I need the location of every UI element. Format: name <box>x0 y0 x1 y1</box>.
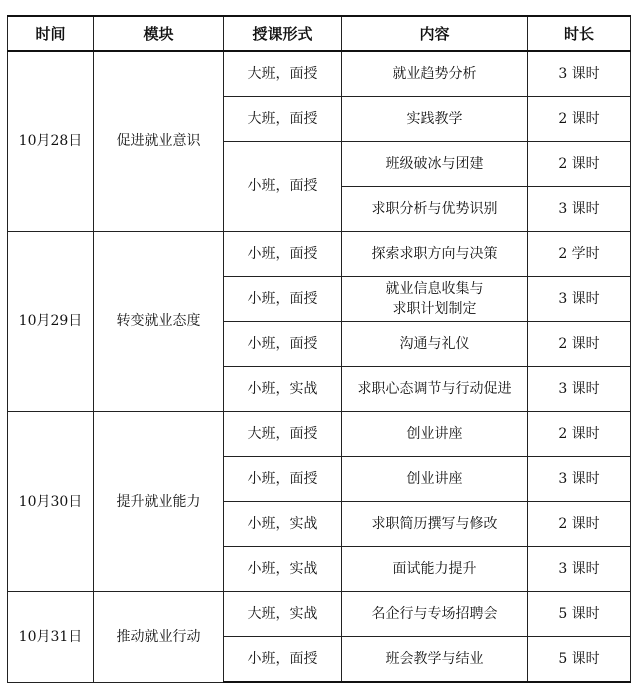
table-row <box>8 592 631 637</box>
duration-cell: 3 课时 <box>528 276 631 321</box>
content-cell: 班级破冰与团建 <box>342 141 528 186</box>
duration-cell: 3 课时 <box>528 51 631 96</box>
format-cell: 小班，面授 <box>224 321 342 366</box>
duration-cell: 2 学时 <box>528 231 631 276</box>
duration-cell: 2 课时 <box>528 321 631 366</box>
format-cell: 小班，面授 <box>224 637 342 682</box>
duration-cell: 3 课时 <box>528 366 631 411</box>
date-cell: 10月31日 <box>8 592 94 682</box>
module-cell: 转变就业态度 <box>94 231 224 411</box>
table-row <box>8 51 631 96</box>
duration-cell: 2 课时 <box>528 412 631 457</box>
module-cell: 提升就业能力 <box>94 412 224 592</box>
duration-cell: 5 课时 <box>528 592 631 637</box>
format-cell: 小班，面授 <box>224 457 342 502</box>
content-cell: 求职简历撰写与修改 <box>342 502 528 547</box>
duration-cell: 2 课时 <box>528 141 631 186</box>
duration-cell: 3 课时 <box>528 547 631 592</box>
content-cell: 面试能力提升 <box>342 547 528 592</box>
content-cell: 就业趋势分析 <box>342 51 528 96</box>
date-cell: 10月30日 <box>8 412 94 592</box>
content-cell: 探索求职方向与决策 <box>342 231 528 276</box>
format-cell: 小班，实战 <box>224 547 342 592</box>
format-cell: 小班，实战 <box>224 366 342 411</box>
module-cell: 推动就业行动 <box>94 592 224 682</box>
date-cell: 10月29日 <box>8 231 94 411</box>
content-cell: 实践教学 <box>342 96 528 141</box>
content-cell: 就业信息收集与 求职计划制定 <box>342 276 528 321</box>
content-cell: 求职分析与优势识别 <box>342 186 528 231</box>
header-module: 模块 <box>94 16 224 51</box>
format-cell: 大班，实战 <box>224 592 342 637</box>
format-cell: 大班，面授 <box>224 412 342 457</box>
table-row <box>8 231 631 276</box>
format-cell: 小班，实战 <box>224 502 342 547</box>
header-time: 时间 <box>8 16 94 51</box>
duration-cell: 2 课时 <box>528 502 631 547</box>
content-cell: 求职心态调节与行动促进 <box>342 366 528 411</box>
module-cell: 促进就业意识 <box>94 51 224 231</box>
duration-cell: 3 课时 <box>528 186 631 231</box>
header-content: 内容 <box>342 16 528 51</box>
header-format: 授课形式 <box>224 16 342 51</box>
header-duration: 时长 <box>528 16 631 51</box>
content-cell: 创业讲座 <box>342 457 528 502</box>
content-cell: 名企行与专场招聘会 <box>342 592 528 637</box>
format-cell: 小班，面授 <box>224 141 342 231</box>
date-cell: 10月28日 <box>8 51 94 231</box>
content-cell: 沟通与礼仪 <box>342 321 528 366</box>
content-cell: 班会教学与结业 <box>342 637 528 682</box>
duration-cell: 5 课时 <box>528 637 631 682</box>
format-cell: 小班，面授 <box>224 276 342 321</box>
duration-cell: 3 课时 <box>528 457 631 502</box>
format-cell: 大班，面授 <box>224 51 342 96</box>
duration-cell: 2 课时 <box>528 96 631 141</box>
format-cell: 大班，面授 <box>224 96 342 141</box>
schedule-table <box>7 15 631 683</box>
format-cell: 小班，面授 <box>224 231 342 276</box>
content-cell: 创业讲座 <box>342 412 528 457</box>
table-row <box>8 412 631 457</box>
header-row <box>8 16 631 51</box>
